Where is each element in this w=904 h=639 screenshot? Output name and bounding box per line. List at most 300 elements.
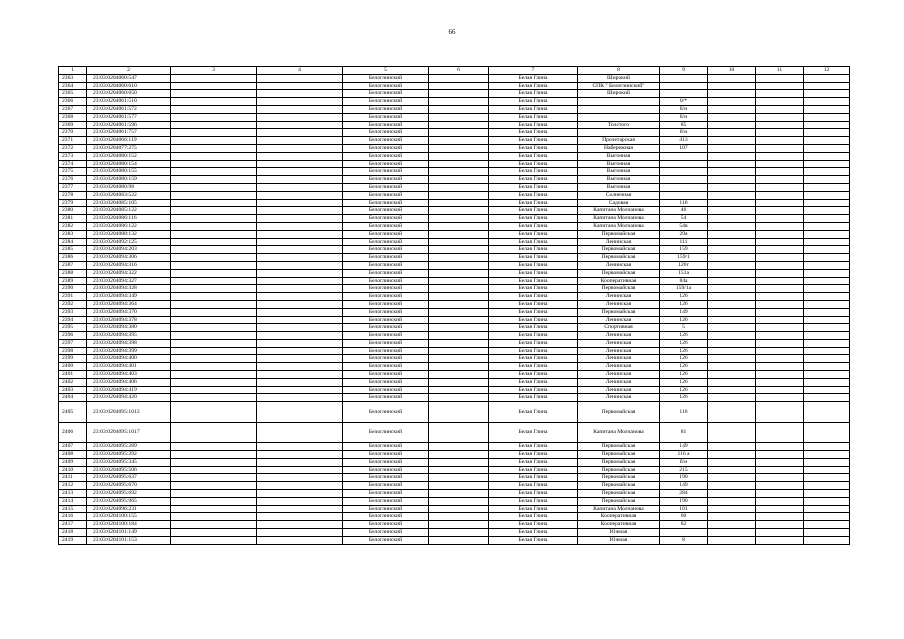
- empty-cell: [171, 230, 257, 238]
- cadastral-number-cell: 23:03:0204095:292: [87, 451, 171, 459]
- empty-cell: [756, 529, 804, 537]
- house-number-cell: б/н: [660, 129, 708, 137]
- street-cell: Ленинская: [578, 238, 660, 246]
- district-cell: Белоглинский: [343, 363, 429, 371]
- empty-cell: [429, 82, 489, 90]
- empty-cell: [756, 482, 804, 490]
- district-cell: Белоглинский: [343, 152, 429, 160]
- locality-cell: Белая Глина: [489, 230, 578, 238]
- empty-cell: [257, 497, 343, 505]
- empty-cell: [708, 422, 756, 443]
- empty-cell: [804, 386, 850, 394]
- locality-cell: Белая Глина: [489, 529, 578, 537]
- locality-cell: Белая Глина: [489, 191, 578, 199]
- house-number-cell: 159/1: [660, 254, 708, 262]
- table-row: [59, 505, 850, 513]
- empty-cell: [171, 176, 257, 184]
- street-cell: Ленинская: [578, 371, 660, 379]
- cadastral-number-cell: 23:03:0204095:1012: [87, 402, 171, 423]
- empty-cell: [429, 386, 489, 394]
- table-row: [59, 394, 850, 402]
- empty-cell: [756, 513, 804, 521]
- street-cell: Капитана Молчанова: [578, 505, 660, 513]
- row-number-cell: 2388: [59, 269, 87, 277]
- empty-cell: [756, 324, 804, 332]
- house-number-cell: 85: [660, 121, 708, 129]
- table-row: [59, 160, 850, 168]
- empty-cell: [708, 277, 756, 285]
- empty-cell: [429, 90, 489, 98]
- cadastral-number-cell: 23:03:0204061:596: [87, 121, 171, 129]
- cadastral-number-cell: 23:03:0204080:155: [87, 168, 171, 176]
- table-row: [59, 269, 850, 277]
- table-row: [59, 238, 850, 246]
- table-row: [59, 105, 850, 113]
- empty-cell: [804, 529, 850, 537]
- locality-cell: Белая Глина: [489, 129, 578, 137]
- empty-cell: [429, 105, 489, 113]
- house-number-cell: 190: [660, 474, 708, 482]
- locality-cell: Белая Глина: [489, 347, 578, 355]
- empty-cell: [171, 363, 257, 371]
- empty-cell: [429, 402, 489, 423]
- locality-cell: Белая Глина: [489, 332, 578, 340]
- empty-cell: [804, 269, 850, 277]
- cadastral-number-cell: 23:03:0204100:184: [87, 521, 171, 529]
- empty-cell: [708, 521, 756, 529]
- empty-cell: [804, 98, 850, 106]
- empty-cell: [756, 90, 804, 98]
- cadastral-number-cell: 23:03:0204094:401: [87, 363, 171, 371]
- empty-cell: [804, 254, 850, 262]
- empty-cell: [257, 168, 343, 176]
- house-number-cell: 126: [660, 347, 708, 355]
- district-cell: Белоглинский: [343, 394, 429, 402]
- street-cell: Кооперативная: [578, 277, 660, 285]
- street-cell: Ленинская: [578, 300, 660, 308]
- empty-cell: [429, 246, 489, 254]
- empty-cell: [429, 347, 489, 355]
- street-cell: Широкий: [578, 90, 660, 98]
- empty-cell: [756, 168, 804, 176]
- empty-cell: [708, 199, 756, 207]
- empty-cell: [171, 316, 257, 324]
- row-number-cell: 2363: [59, 74, 87, 82]
- cadastral-number-cell: 23:03:0204080:152: [87, 152, 171, 160]
- locality-cell: Белая Глина: [489, 505, 578, 513]
- house-number-cell: [660, 74, 708, 82]
- empty-cell: [429, 482, 489, 490]
- table-row: [59, 451, 850, 459]
- table-row: [59, 261, 850, 269]
- row-number-cell: 2418: [59, 529, 87, 537]
- locality-cell: Белая Глина: [489, 144, 578, 152]
- street-cell: Пролетарская: [578, 137, 660, 145]
- empty-cell: [257, 98, 343, 106]
- district-cell: Белоглинский: [343, 269, 429, 277]
- empty-cell: [708, 490, 756, 498]
- land-registry-table: [58, 66, 850, 545]
- locality-cell: Белая Глина: [489, 113, 578, 121]
- cadastral-number-cell: 23:03:0204094:400: [87, 355, 171, 363]
- empty-cell: [429, 363, 489, 371]
- empty-cell: [708, 451, 756, 459]
- house-number-cell: 126: [660, 386, 708, 394]
- street-cell: Выгонная: [578, 176, 660, 184]
- empty-cell: [171, 536, 257, 544]
- street-cell: Первомайская: [578, 497, 660, 505]
- empty-cell: [257, 90, 343, 98]
- district-cell: Белоглинский: [343, 497, 429, 505]
- empty-cell: [708, 371, 756, 379]
- empty-cell: [756, 98, 804, 106]
- empty-cell: [171, 443, 257, 451]
- empty-cell: [171, 371, 257, 379]
- row-number-cell: 2376: [59, 176, 87, 184]
- empty-cell: [429, 238, 489, 246]
- district-cell: Белоглинский: [343, 137, 429, 145]
- table-row: [59, 422, 850, 443]
- empty-cell: [708, 152, 756, 160]
- row-number-cell: 2401: [59, 371, 87, 379]
- cadastral-number-cell: 23:03:0204085:105: [87, 199, 171, 207]
- empty-cell: [804, 355, 850, 363]
- empty-cell: [708, 230, 756, 238]
- table-row: [59, 371, 850, 379]
- empty-cell: [171, 339, 257, 347]
- empty-cell: [708, 316, 756, 324]
- cadastral-number-cell: 23:03:0204066:119: [87, 137, 171, 145]
- empty-cell: [756, 363, 804, 371]
- empty-cell: [429, 168, 489, 176]
- empty-cell: [429, 152, 489, 160]
- empty-cell: [756, 474, 804, 482]
- empty-cell: [257, 176, 343, 184]
- row-number-cell: 2393: [59, 308, 87, 316]
- empty-cell: [756, 505, 804, 513]
- locality-cell: Белая Глина: [489, 443, 578, 451]
- empty-cell: [756, 497, 804, 505]
- empty-cell: [804, 497, 850, 505]
- house-number-cell: 126: [660, 363, 708, 371]
- empty-cell: [171, 74, 257, 82]
- street-cell: Первомайская: [578, 308, 660, 316]
- district-cell: Белоглинский: [343, 246, 429, 254]
- district-cell: Белоглинский: [343, 513, 429, 521]
- house-number-cell: 8: [660, 536, 708, 544]
- row-number-cell: 2411: [59, 474, 87, 482]
- empty-cell: [257, 363, 343, 371]
- empty-cell: [708, 402, 756, 423]
- empty-cell: [708, 222, 756, 230]
- row-number-cell: 2367: [59, 105, 87, 113]
- empty-cell: [171, 402, 257, 423]
- empty-cell: [804, 378, 850, 386]
- empty-cell: [171, 422, 257, 443]
- house-number-cell: [660, 160, 708, 168]
- house-number-cell: 54в: [660, 222, 708, 230]
- house-number-cell: 84а: [660, 277, 708, 285]
- district-cell: Белоглинский: [343, 308, 429, 316]
- cadastral-number-cell: 23:03:0204095:1017: [87, 422, 171, 443]
- empty-cell: [429, 371, 489, 379]
- empty-cell: [804, 105, 850, 113]
- empty-cell: [756, 129, 804, 137]
- row-number-cell: 2399: [59, 355, 87, 363]
- district-cell: Белоглинский: [343, 285, 429, 293]
- empty-cell: [429, 505, 489, 513]
- house-number-cell: 54: [660, 215, 708, 223]
- empty-cell: [756, 246, 804, 254]
- empty-cell: [804, 451, 850, 459]
- cadastral-number-cell: 23:03:0204061:572: [87, 105, 171, 113]
- empty-cell: [257, 199, 343, 207]
- locality-cell: Белая Глина: [489, 482, 578, 490]
- locality-cell: Белая Глина: [489, 451, 578, 459]
- street-cell: Спортивная: [578, 324, 660, 332]
- row-number-cell: 2374: [59, 160, 87, 168]
- empty-cell: [429, 176, 489, 184]
- empty-cell: [257, 222, 343, 230]
- row-number-cell: 2408: [59, 451, 87, 459]
- empty-cell: [708, 168, 756, 176]
- empty-cell: [171, 105, 257, 113]
- locality-cell: Белая Глина: [489, 269, 578, 277]
- locality-cell: Белая Глина: [489, 293, 578, 301]
- empty-cell: [257, 74, 343, 82]
- empty-cell: [708, 269, 756, 277]
- empty-cell: [257, 378, 343, 386]
- locality-cell: Белая Глина: [489, 466, 578, 474]
- empty-cell: [804, 160, 850, 168]
- district-cell: Белоглинский: [343, 347, 429, 355]
- empty-cell: [756, 222, 804, 230]
- column-header: 9: [660, 67, 708, 75]
- cadastral-number-cell: 23:03:0204094:328: [87, 285, 171, 293]
- cadastral-number-cell: 23:03:0204094:403: [87, 371, 171, 379]
- street-cell: Первомайская: [578, 230, 660, 238]
- cadastral-number-cell: 23:03:0204086:116: [87, 215, 171, 223]
- district-cell: Белоглинский: [343, 183, 429, 191]
- house-number-cell: [660, 82, 708, 90]
- empty-cell: [756, 207, 804, 215]
- empty-cell: [708, 466, 756, 474]
- empty-cell: [171, 238, 257, 246]
- row-number-cell: 2364: [59, 82, 87, 90]
- street-cell: Первомайская: [578, 285, 660, 293]
- empty-cell: [708, 293, 756, 301]
- empty-cell: [708, 90, 756, 98]
- district-cell: Белоглинский: [343, 82, 429, 90]
- row-number-cell: 2402: [59, 378, 87, 386]
- cadastral-number-cell: 23:03:0204101:153: [87, 536, 171, 544]
- empty-cell: [429, 474, 489, 482]
- empty-cell: [804, 176, 850, 184]
- district-cell: Белоглинский: [343, 422, 429, 443]
- empty-cell: [804, 137, 850, 145]
- locality-cell: Белая Глина: [489, 82, 578, 90]
- locality-cell: Белая Глина: [489, 238, 578, 246]
- empty-cell: [804, 121, 850, 129]
- house-number-cell: 126т: [660, 261, 708, 269]
- empty-cell: [804, 536, 850, 544]
- table-row: [59, 230, 850, 238]
- empty-cell: [708, 113, 756, 121]
- street-cell: [578, 98, 660, 106]
- table-row: [59, 90, 850, 98]
- table-row: [59, 316, 850, 324]
- empty-cell: [429, 160, 489, 168]
- empty-cell: [708, 215, 756, 223]
- cadastral-number-cell: 23:03:0204095:289: [87, 443, 171, 451]
- empty-cell: [171, 98, 257, 106]
- empty-cell: [171, 222, 257, 230]
- empty-cell: [171, 300, 257, 308]
- empty-cell: [171, 199, 257, 207]
- row-number-cell: 2381: [59, 215, 87, 223]
- district-cell: Белоглинский: [343, 144, 429, 152]
- empty-cell: [171, 513, 257, 521]
- empty-cell: [708, 363, 756, 371]
- street-cell: Первомайская: [578, 402, 660, 423]
- row-number-cell: 2372: [59, 144, 87, 152]
- house-number-cell: 149: [660, 443, 708, 451]
- empty-cell: [257, 277, 343, 285]
- cadastral-number-cell: 23:03:0204095:506: [87, 466, 171, 474]
- empty-cell: [756, 466, 804, 474]
- empty-cell: [708, 160, 756, 168]
- street-cell: Первомайская: [578, 254, 660, 262]
- house-number-cell: 149: [660, 482, 708, 490]
- column-header: 6: [429, 67, 489, 75]
- house-number-cell: 126: [660, 332, 708, 340]
- empty-cell: [804, 191, 850, 199]
- empty-cell: [257, 191, 343, 199]
- district-cell: Белоглинский: [343, 332, 429, 340]
- district-cell: Белоглинский: [343, 113, 429, 121]
- cadastral-number-cell: 23:03:0204095:692: [87, 490, 171, 498]
- table-row: [59, 207, 850, 215]
- house-number-cell: 126: [660, 316, 708, 324]
- table-row: [59, 347, 850, 355]
- empty-cell: [171, 160, 257, 168]
- empty-cell: [756, 82, 804, 90]
- empty-cell: [804, 90, 850, 98]
- locality-cell: Белая Глина: [489, 176, 578, 184]
- empty-cell: [756, 332, 804, 340]
- empty-cell: [708, 347, 756, 355]
- column-header: 1: [59, 67, 87, 75]
- row-number-cell: 2377: [59, 183, 87, 191]
- empty-cell: [804, 129, 850, 137]
- empty-cell: [804, 207, 850, 215]
- empty-cell: [429, 285, 489, 293]
- street-cell: Первомайская: [578, 466, 660, 474]
- district-cell: Белоглинский: [343, 490, 429, 498]
- empty-cell: [171, 152, 257, 160]
- row-number-cell: 2394: [59, 316, 87, 324]
- empty-cell: [171, 277, 257, 285]
- street-cell: Широкий: [578, 74, 660, 82]
- empty-cell: [257, 308, 343, 316]
- street-cell: [578, 105, 660, 113]
- empty-cell: [171, 505, 257, 513]
- locality-cell: Белая Глина: [489, 254, 578, 262]
- empty-cell: [756, 536, 804, 544]
- district-cell: Белоглинский: [343, 402, 429, 423]
- empty-cell: [804, 215, 850, 223]
- empty-cell: [756, 316, 804, 324]
- empty-cell: [756, 160, 804, 168]
- house-number-cell: 413: [660, 137, 708, 145]
- empty-cell: [708, 378, 756, 386]
- empty-cell: [804, 402, 850, 423]
- district-cell: Белоглинский: [343, 261, 429, 269]
- column-header: 5: [343, 67, 429, 75]
- column-header: 3: [171, 67, 257, 75]
- house-number-cell: 159/1а: [660, 285, 708, 293]
- empty-cell: [429, 394, 489, 402]
- empty-cell: [257, 536, 343, 544]
- empty-cell: [429, 293, 489, 301]
- empty-cell: [804, 168, 850, 176]
- row-number-cell: 2386: [59, 254, 87, 262]
- row-number-cell: 2419: [59, 536, 87, 544]
- house-number-cell: 0/*: [660, 98, 708, 106]
- street-cell: Ленинская: [578, 261, 660, 269]
- empty-cell: [708, 443, 756, 451]
- house-number-cell: 126: [660, 339, 708, 347]
- empty-cell: [429, 355, 489, 363]
- empty-cell: [429, 144, 489, 152]
- street-cell: Первомайская: [578, 246, 660, 254]
- empty-cell: [171, 254, 257, 262]
- district-cell: Белоглинский: [343, 443, 429, 451]
- empty-cell: [257, 82, 343, 90]
- empty-cell: [429, 497, 489, 505]
- empty-cell: [171, 308, 257, 316]
- empty-cell: [171, 482, 257, 490]
- house-number-cell: [660, 152, 708, 160]
- empty-cell: [429, 98, 489, 106]
- table-row: [59, 324, 850, 332]
- district-cell: Белоглинский: [343, 222, 429, 230]
- empty-cell: [756, 422, 804, 443]
- district-cell: Белоглинский: [343, 339, 429, 347]
- empty-cell: [171, 466, 257, 474]
- empty-cell: [429, 121, 489, 129]
- empty-cell: [756, 394, 804, 402]
- empty-cell: [708, 176, 756, 184]
- table-row: [59, 183, 850, 191]
- empty-cell: [708, 482, 756, 490]
- empty-cell: [756, 261, 804, 269]
- empty-cell: [429, 466, 489, 474]
- empty-cell: [257, 105, 343, 113]
- district-cell: Белоглинский: [343, 451, 429, 459]
- district-cell: Белоглинский: [343, 293, 429, 301]
- row-number-cell: 2403: [59, 386, 87, 394]
- district-cell: Белоглинский: [343, 521, 429, 529]
- street-cell: Выгонная: [578, 168, 660, 176]
- district-cell: Белоглинский: [343, 458, 429, 466]
- empty-cell: [756, 215, 804, 223]
- empty-cell: [756, 199, 804, 207]
- street-cell: Первомайская: [578, 458, 660, 466]
- empty-cell: [708, 98, 756, 106]
- cadastral-number-cell: 23:03:0204094:399: [87, 347, 171, 355]
- district-cell: Белоглинский: [343, 536, 429, 544]
